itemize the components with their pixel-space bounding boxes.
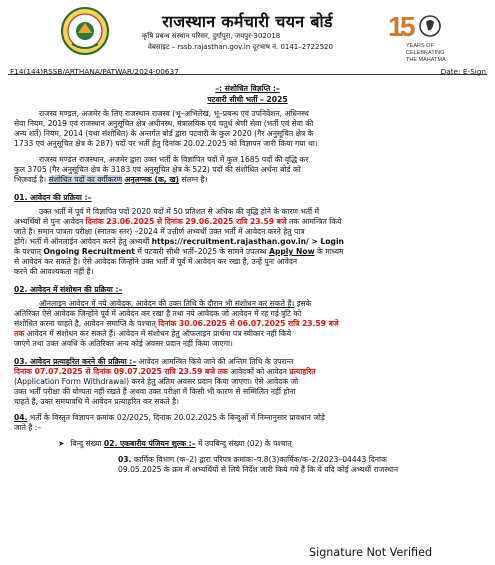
section2-heading: 02. आवेदन में संशोधन की प्रक्रिया :– xyxy=(14,285,123,294)
para2-line-last: भिजवाई है। संशोधित पदों का वर्गीकरण अनुलग्नक (क, ख) संलग्न है। xyxy=(14,175,208,184)
section3-line: 03. आवेदन प्रत्याहरित करने की प्रक्रिया :– आवेदन आमन्त्रित किये जाने की अन्तिम तिथि के उपरान्त xyxy=(14,357,294,366)
svg-text:THE MAHATMA: THE MAHATMA xyxy=(406,57,446,63)
section3-line: दिनांक 07.07.2025 से दिनांक 09.07.2025 रात्रि 23.59 बजे तक आवेदकों को आवेदन प्रत्याहरित xyxy=(14,367,316,376)
section1-line: से आवेदन कर सकते है। ऐसे आवेदक जिन्होंने उक्त भर्ती में पूर्व में आवेदन कर रखा है, उन्हें पुनः आवेदन xyxy=(14,257,298,266)
section2-line: तक आवेदन में संशोधन कर सकते हैं। आवेदन में संशोधन हेतु ऑफलाइन प्रार्थना पत्र स्वीकार नहीं किये xyxy=(14,329,292,338)
org-contact: वेबसाइट – rssb.rajasthan.gov.in दूरभाष नं. 0141–2722520 xyxy=(148,43,333,51)
svg-text:CELEBRATING: CELEBRATING xyxy=(406,50,445,56)
signature-status: Signature Not Verified xyxy=(309,546,433,559)
section1-line: उक्त भर्ती में पूर्व में विज्ञापित पदों 2020 पदों में 50 प्रतिशत से अधिक की वृद्धि होने के कारण भर्ती में xyxy=(39,207,320,216)
section3-line: चाहते है, उक्त समयावधि में आवेदन प्रत्याहरित कर सकते है। xyxy=(14,397,180,406)
esign-date: Date: E-Sign xyxy=(440,67,486,76)
section1-line: जाते है। समान पात्रता परीक्षा (स्नातक स्तर) –2024 में उत्तीर्ण अभ्यर्थी उक्त भर्ती में आवेदन करने हेतु पात्र xyxy=(14,227,305,236)
section1-heading: 01. आवेदन की प्रक्रिया :– xyxy=(14,193,92,202)
section3-line: उक्त भर्ती परीक्षा की योग्यता नहीं रखते हैं अथवा उक्त परीक्षा में किसी भी कारण से सम्मिलित नहीं होना xyxy=(14,387,296,396)
section2-line: संशोधित करना चाहते है, आवेदन समाप्ति के पश्चात् दिनांक 30.06.2025 से 06.07.2025 रात्रि 23.59 बजे xyxy=(14,319,339,328)
org-name: राजस्थान कर्मचारी चयन बोर्ड xyxy=(162,12,333,31)
para1-line: 1733 एवं अनुसूचित क्षेत्र के 287) पदों पर भर्ती हेतु दिनांक 20.02.2025 को विज्ञापन जारी किया गया था। xyxy=(14,139,318,148)
svg-text:1: 1 xyxy=(388,11,404,42)
arrow-bullet-icon: ➤ xyxy=(58,439,65,448)
section4-line: जाते है :– xyxy=(14,423,42,432)
para1-line: अन्य शर्ते) नियम, 2014 (यथा संशोधित) के अन्तर्गत बोर्ड द्वारा पटवारी के कुल 2020 (गैर अनुसूचित क्षेत्र के xyxy=(14,129,314,138)
apply-now-link[interactable]: Apply Now xyxy=(269,247,315,256)
para2-line: राजस्व मण्डल राजस्थान, अजमेर द्वारा उक्त भर्ती के विज्ञापित पदों में कुल 1685 पदों की वृद्धि कर xyxy=(39,155,309,164)
section1-line: होंगे। भर्ती में ऑनलाईन आवेदन करने हेतु अभ्यर्थी https://recruitment.rajasthan.gov.in/ > Login xyxy=(14,237,344,246)
section2-line: अतिरिक्त ऐसे आवेदक जिन्होंने पूर्व में आवेदन कर रखा है तथा नये आवेदक जो आवेदन में रह गई त्रुटि को xyxy=(14,309,302,318)
section3-heading: 03. आवेदन प्रत्याहरित करने की प्रक्रिया :– xyxy=(14,357,137,366)
org-address: कृषि प्रबन्ध संस्थान परिसर, दुर्गापुरा, जयपुर-302018 xyxy=(142,32,281,40)
section1-line: के पश्चात् Ongoing Recruitment में पटवारी सीधी भर्ती–2025 के सामने उपलब्ध Apply Now के माध्यम xyxy=(14,247,344,256)
svg-text:YEARS OF: YEARS OF xyxy=(406,43,434,49)
reference-number: F14(144)RSSB/ARTHANA/PATWAR/2024-00637 xyxy=(10,67,179,76)
section2-line: ऑनलाइन आवेदन में नये आवेदक, आवेदन की उक्त तिथि के दौरान भी संशोधन कर सकते हैं। इसके xyxy=(39,299,312,308)
para1-line: राजस्व मण्डल, अजमेर के लिए राजस्थान राजस्व (भू–अभिलेख, भू–प्रबन्ध एवं उपनिवेशन, अधिनस्थ xyxy=(39,109,309,118)
section1-line: करने की आवश्यकता नहीं है। xyxy=(14,267,94,276)
classification-highlight: संशोधित पदों का वर्गीकरण xyxy=(48,175,123,184)
notice-title: –: संशोधित विज्ञप्ति :– xyxy=(215,84,280,93)
section4-bullet: ➤ बिन्दु संख्या 02. एकबारीय पंजियन शुल्क :– में उपबिन्दु संख्या (02) के पश्चात् xyxy=(58,439,292,448)
withdrawal-dates: दिनांक 07.07.2025 से दिनांक 09.07.2025 रात्रि 23.59 बजे तक xyxy=(14,367,228,376)
gandhi-150-badge-icon xyxy=(386,6,448,64)
section4-subpoint: 09.05.2025 के क्रम में अभ्यर्थियों से लिये निर्देश जारी किये गये हैं कि वे यदि कोई अभ्यर्थी राजस्थान xyxy=(118,465,399,474)
apply-dates: दिनांक 23.06.2025 से दिनांक 29.06.2025 रात्रि 23.59 बजे xyxy=(85,217,287,226)
svg-text:5: 5 xyxy=(400,11,416,42)
annexure-link[interactable]: अनुलग्नक (क, ख) xyxy=(124,175,180,184)
section3-line: (Application Form Withdrawal) करने हेतु अंतिम अवसर प्रदान किया जाएगा। ऐसे आवेदक जो xyxy=(14,377,299,386)
section1-line: अभ्यर्थियों से पुनः आवेदन दिनांक 23.06.2025 से दिनांक 29.06.2025 रात्रि 23.59 बजे तक आमन्त्रित किये xyxy=(14,217,342,226)
notice-subtitle: पटवारी सीधी भर्ती – 2025 xyxy=(207,95,288,104)
recruitment-portal-link[interactable]: https://recruitment.rajasthan.gov.in/ > Login xyxy=(151,237,344,246)
section4-line: 04. भर्ती के विस्तृत विज्ञापन क्रमांक 02/2025, दिनांक 20.02.2025 के बिन्दुओं में निम्नानुसार प्रावधान जोड़े xyxy=(14,413,325,422)
section4-subpoint: 03. कार्मिक विभाग (क–2) द्वारा परिपत्र क्रमांकः–प.8(3)कार्मिक/क–2/2023–04443 दिनांक xyxy=(118,455,387,464)
para1-line: सेवा नियम, 2019 एवं राजस्थान अनुसूचित क्षेत्र अधीनस्थ, मंत्रालयिक एवं चतुर्थ श्रेणी सेवा (भर्ती एवं सेवा की xyxy=(14,119,314,128)
para2-line: कुल 3705 (गैर अनुसूचित क्षेत्र के 3183 एवं अनुसूचित क्षेत्र के 522) पदों की संशोधित अर्थना बोर्ड को xyxy=(14,165,301,174)
header-divider xyxy=(8,74,487,75)
correction-dates: दिनांक 30.06.2025 से 06.07.2025 रात्रि 23.59 बजे xyxy=(158,319,339,328)
section2-line: जाएंगे तथा उक्त अवधि के अतिरिक्त अन्य कोई अवसर प्रदान नहीं किया जाएगा। xyxy=(14,339,233,348)
